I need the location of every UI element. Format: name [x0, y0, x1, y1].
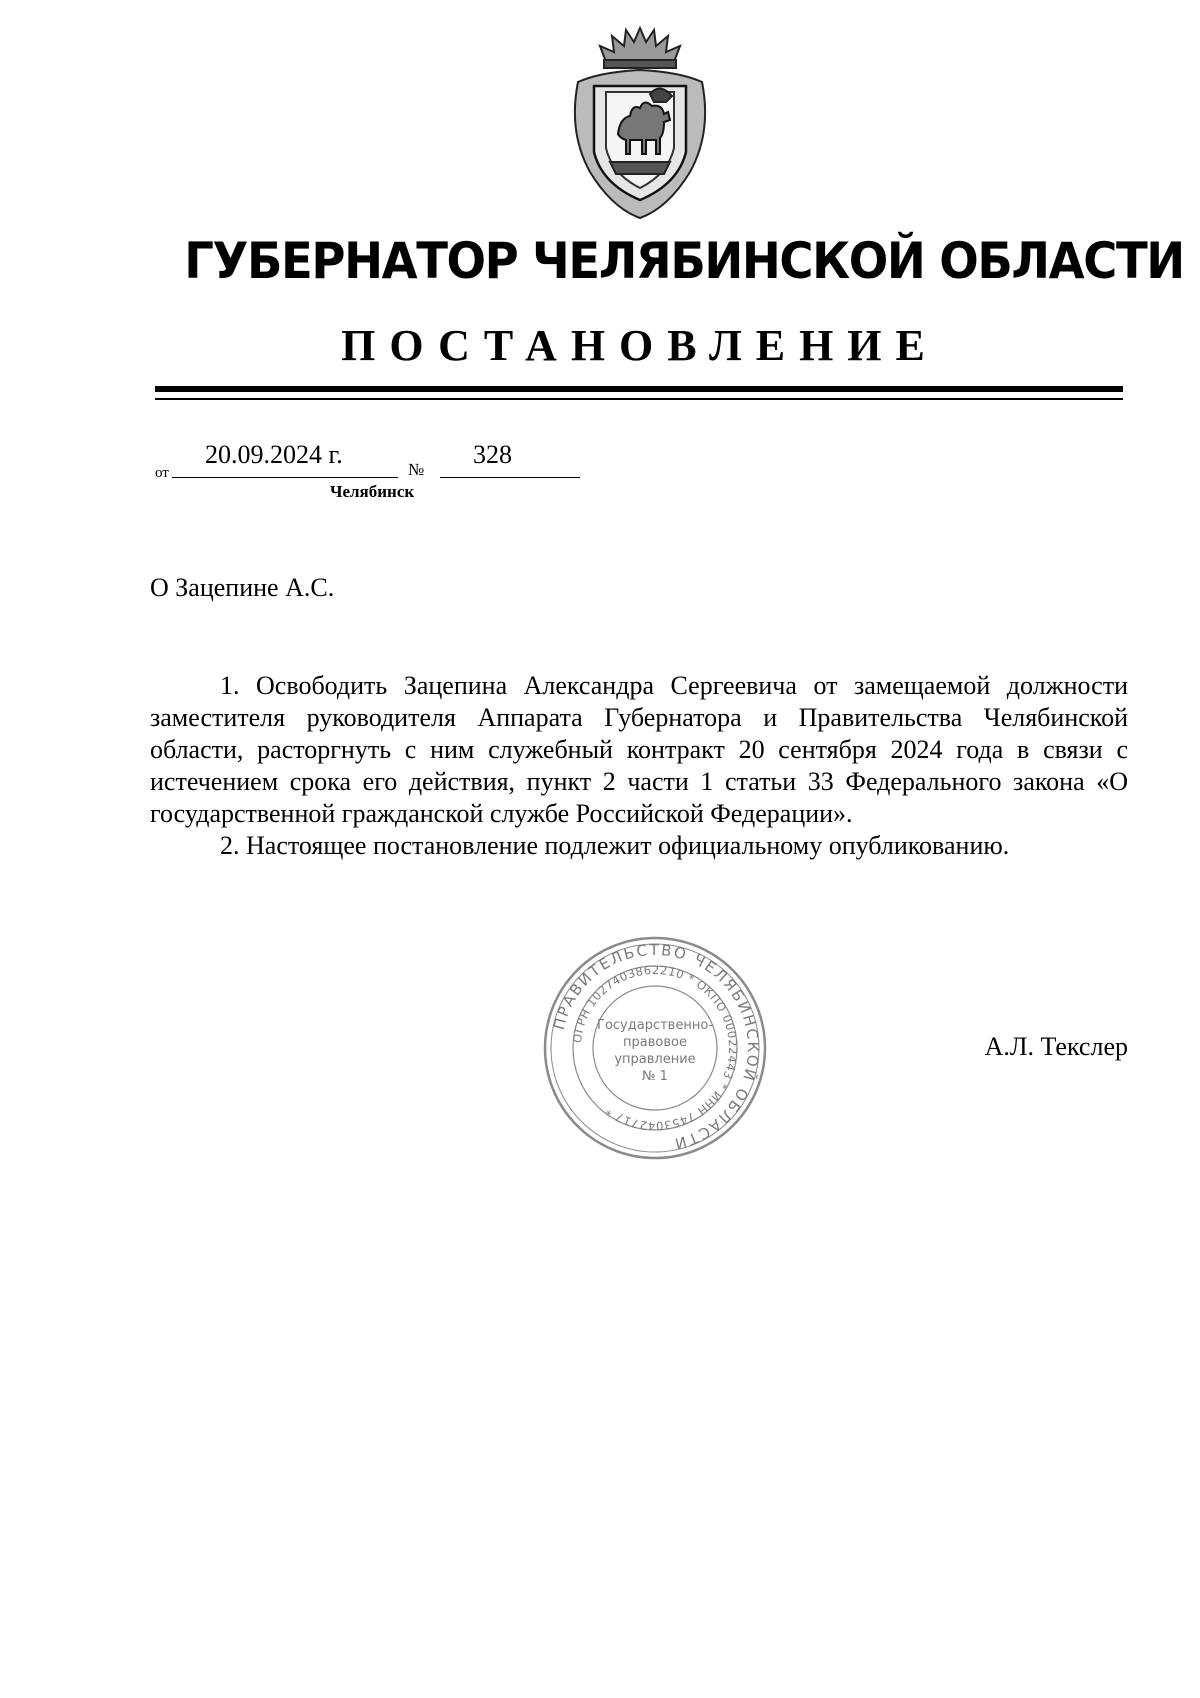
number-label: №: [408, 460, 425, 479]
date-label: от: [155, 465, 169, 481]
stamp-inner-text: ОГРН 1027403862210 * ОКПО 00022443 * ИНН 7453042717 *: [570, 962, 741, 1134]
date-underline: [172, 477, 398, 478]
signatory-name: А.Л. Текслер: [984, 1032, 1128, 1061]
stamp-center-line4: № 1: [642, 1069, 668, 1084]
coat-of-arms-icon: [560, 22, 720, 222]
official-seal-icon: [540, 933, 770, 1163]
header-rule-thick: [155, 386, 1123, 392]
stamp-center-line1: Государственно-: [597, 1018, 713, 1033]
stamp-outer-text: ПРАВИТЕЛЬСТВО ЧЕЛЯБИНСКОЙ ОБЛАСТИ: [549, 940, 763, 1154]
city-name: Челябинск: [330, 482, 415, 501]
number-underline: [440, 477, 580, 478]
paragraph-1: 1. Освободить Зацепина Александра Сергеевича от замещаемой должности заместителя руководителя Аппарата Губернатора и Правительства Челябинской области, расторгнуть с ним служебный контракт 20 сентября 2024 года в связи с истечением срока его действия, пункт 2 части 1 статьи 33 Федерального закона «О государственной гражданской службе Российской Федерации».: [150, 671, 1128, 828]
stamp-center-line2: правовое: [623, 1035, 687, 1050]
document-type: ПОСТАНОВЛЕНИЕ: [341, 321, 939, 370]
document-date: 20.09.2024 г.: [205, 440, 343, 469]
document-body: [150, 670, 1128, 862]
stamp-center-line3: управление: [614, 1052, 696, 1067]
authority-title: ГУБЕРНАТОР ЧЕЛЯБИНСКОЙ ОБЛАСТИ: [184, 232, 1184, 290]
header-rule-thin: [155, 398, 1123, 400]
document-number: 328: [473, 440, 512, 469]
paragraph-2: 2. Настоящее постановление подлежит официальному опубликованию.: [220, 831, 1010, 860]
document-subject: О Зацепине А.С.: [150, 573, 335, 602]
